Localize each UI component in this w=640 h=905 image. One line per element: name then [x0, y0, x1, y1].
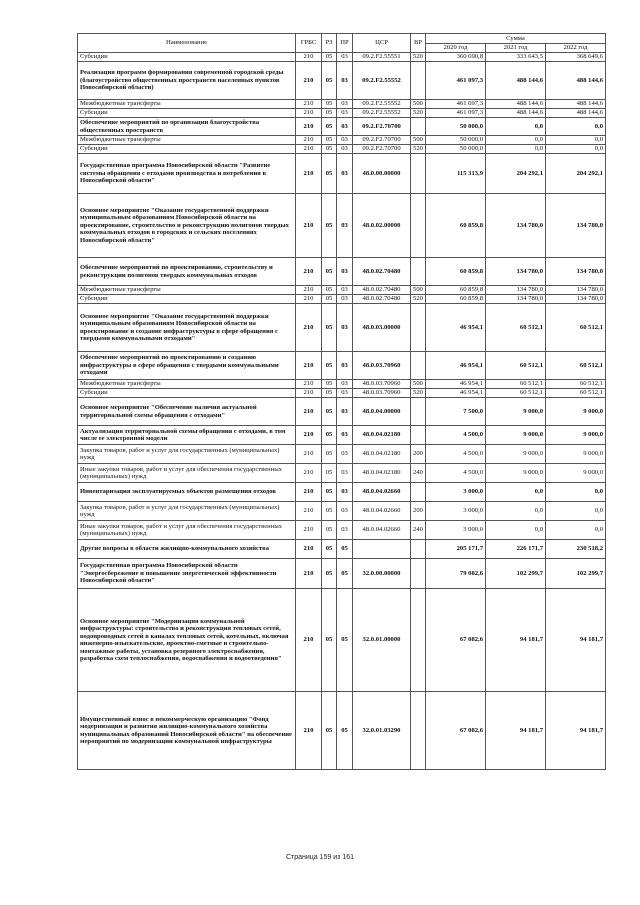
cell-csr: 09.2.F2.55552 — [353, 62, 411, 100]
cell-vr — [411, 154, 426, 194]
cell-2020: 461 097,3 — [426, 109, 486, 118]
cell-csr: 48.0.02.00000 — [353, 194, 411, 258]
cell-grbs: 210 — [296, 445, 322, 464]
cell-rz: 05 — [322, 100, 337, 109]
cell-vr — [411, 540, 426, 559]
cell-pr: 03 — [337, 426, 353, 445]
cell-2020: 461 097,3 — [426, 62, 486, 100]
cell-vr: 520 — [411, 389, 426, 398]
cell-rz: 05 — [322, 398, 337, 426]
cell-2020: 60 859,8 — [426, 295, 486, 304]
cell-csr: 48.0.02.70480 — [353, 258, 411, 286]
cell-2021: 0,0 — [486, 136, 546, 145]
cell-2022: 9 000,0 — [546, 398, 606, 426]
cell-rz: 05 — [322, 118, 337, 136]
cell-2020: 50 000,0 — [426, 136, 486, 145]
cell-grbs: 210 — [296, 194, 322, 258]
cell-rz: 05 — [322, 502, 337, 521]
cell-pr: 03 — [337, 258, 353, 286]
header-pr: ПР — [337, 34, 353, 53]
cell-2020: 7 500,0 — [426, 398, 486, 426]
cell-2021: 204 292,1 — [486, 154, 546, 194]
cell-rz: 05 — [322, 194, 337, 258]
cell-rz: 05 — [322, 426, 337, 445]
cell-vr: 520 — [411, 145, 426, 154]
cell-name: Актуализация территориальной схемы обращения с отходами, в том числе ее электронной модели — [78, 426, 296, 445]
cell-pr: 03 — [337, 352, 353, 380]
table-row — [78, 118, 606, 136]
cell-pr: 03 — [337, 109, 353, 118]
budget-table — [77, 33, 606, 770]
cell-vr: 520 — [411, 109, 426, 118]
cell-rz: 05 — [322, 389, 337, 398]
cell-csr: 09.2.F2.70700 — [353, 145, 411, 154]
cell-csr: 48.0.02.70480 — [353, 286, 411, 295]
cell-pr: 05 — [337, 540, 353, 559]
cell-2021: 488 144,6 — [486, 109, 546, 118]
cell-pr: 03 — [337, 53, 353, 62]
cell-pr: 03 — [337, 304, 353, 352]
cell-rz: 05 — [322, 521, 337, 540]
cell-csr: 09.2.F2.55552 — [353, 100, 411, 109]
cell-vr: 240 — [411, 521, 426, 540]
cell-2021: 60 512,1 — [486, 389, 546, 398]
cell-2020: 205 171,7 — [426, 540, 486, 559]
cell-2020: 461 097,3 — [426, 100, 486, 109]
cell-pr: 03 — [337, 398, 353, 426]
cell-grbs: 210 — [296, 464, 322, 483]
cell-csr: 48.0.04.02660 — [353, 521, 411, 540]
cell-2022: 102 299,7 — [546, 559, 606, 589]
cell-pr: 03 — [337, 145, 353, 154]
cell-pr: 03 — [337, 483, 353, 502]
cell-pr: 03 — [337, 136, 353, 145]
cell-2022: 9 000,0 — [546, 445, 606, 464]
table-row — [78, 483, 606, 502]
cell-2022: 60 512,1 — [546, 380, 606, 389]
cell-grbs: 210 — [296, 295, 322, 304]
cell-grbs: 210 — [296, 483, 322, 502]
cell-grbs: 210 — [296, 154, 322, 194]
cell-grbs: 210 — [296, 502, 322, 521]
header-year-2020: 2020 год — [426, 44, 486, 53]
cell-pr: 03 — [337, 154, 353, 194]
cell-pr: 03 — [337, 194, 353, 258]
cell-vr: 200 — [411, 502, 426, 521]
table-row — [78, 258, 606, 286]
header-csr: ЦСР — [353, 34, 411, 53]
table-body — [78, 53, 606, 770]
cell-name: Субсидии — [78, 389, 296, 398]
cell-2020: 46 954,1 — [426, 380, 486, 389]
table-row — [78, 295, 606, 304]
cell-rz: 05 — [322, 464, 337, 483]
table-row — [78, 53, 606, 62]
cell-vr — [411, 398, 426, 426]
table-row — [78, 304, 606, 352]
table-row — [78, 540, 606, 559]
cell-grbs: 210 — [296, 136, 322, 145]
cell-vr — [411, 352, 426, 380]
cell-csr: 48.0.03.00000 — [353, 304, 411, 352]
cell-rz: 05 — [322, 352, 337, 380]
cell-2020: 4 500,0 — [426, 426, 486, 445]
cell-rz: 05 — [322, 445, 337, 464]
cell-2022: 60 512,1 — [546, 304, 606, 352]
table-row — [78, 464, 606, 483]
cell-rz: 05 — [322, 145, 337, 154]
cell-name: Основное мероприятие "Оказание государственной поддержки муниципальным образованиям Новосибирской области на проектирование и создание инфраструктуры в сфере обращения с твердыми коммунальными отходами" — [78, 304, 296, 352]
table-row — [78, 398, 606, 426]
cell-2021: 9 000,0 — [486, 398, 546, 426]
cell-2022: 94 181,7 — [546, 692, 606, 770]
cell-2021: 0,0 — [486, 145, 546, 154]
table-row — [78, 445, 606, 464]
cell-rz: 05 — [322, 286, 337, 295]
cell-vr — [411, 194, 426, 258]
cell-pr: 03 — [337, 502, 353, 521]
cell-2022: 9 000,0 — [546, 464, 606, 483]
cell-csr: 48.0.04.02180 — [353, 426, 411, 445]
cell-rz: 05 — [322, 62, 337, 100]
cell-name: Межбюджетные трансферты — [78, 380, 296, 389]
cell-2020: 46 954,1 — [426, 352, 486, 380]
cell-2021: 134 780,0 — [486, 194, 546, 258]
cell-pr: 03 — [337, 389, 353, 398]
table-row — [78, 380, 606, 389]
cell-pr: 03 — [337, 521, 353, 540]
cell-2022: 368 649,6 — [546, 53, 606, 62]
cell-pr: 03 — [337, 295, 353, 304]
cell-2020: 360 690,8 — [426, 53, 486, 62]
cell-name: Иные закупки товаров, работ и услуг для обеспечения государственных (муниципальных) нужд — [78, 521, 296, 540]
cell-2020: 4 500,0 — [426, 445, 486, 464]
cell-2021: 488 144,6 — [486, 62, 546, 100]
table-row — [78, 136, 606, 145]
cell-grbs: 210 — [296, 304, 322, 352]
cell-2021: 0,0 — [486, 502, 546, 521]
cell-2022: 488 144,6 — [546, 109, 606, 118]
cell-2020: 3 000,0 — [426, 502, 486, 521]
cell-pr: 03 — [337, 464, 353, 483]
header-year-2021: 2021 год — [486, 44, 546, 53]
table-row — [78, 502, 606, 521]
cell-csr: 48.0.03.70960 — [353, 352, 411, 380]
cell-rz: 05 — [322, 559, 337, 589]
cell-2020: 67 082,6 — [426, 692, 486, 770]
cell-rz: 05 — [322, 380, 337, 389]
table-header — [78, 34, 606, 53]
cell-name: Обеспечение мероприятий по организации благоустройства общественных пространств — [78, 118, 296, 136]
cell-grbs: 210 — [296, 589, 322, 692]
cell-name: Реализация программ формирования современной городской среды (благоустройство общественных пространств населенных пунктов Новосибирской области) — [78, 62, 296, 100]
cell-csr: 09.2.F2.70700 — [353, 118, 411, 136]
cell-vr: 500 — [411, 100, 426, 109]
cell-vr — [411, 589, 426, 692]
cell-grbs: 210 — [296, 109, 322, 118]
cell-grbs: 210 — [296, 62, 322, 100]
cell-2020: 3 000,0 — [426, 483, 486, 502]
cell-pr: 03 — [337, 380, 353, 389]
cell-rz: 05 — [322, 109, 337, 118]
cell-rz: 05 — [322, 295, 337, 304]
cell-2020: 3 000,0 — [426, 521, 486, 540]
cell-2021: 0,0 — [486, 118, 546, 136]
cell-vr: 200 — [411, 445, 426, 464]
cell-csr: 48.0.04.02180 — [353, 445, 411, 464]
cell-rz: 05 — [322, 53, 337, 62]
cell-2022: 134 780,0 — [546, 194, 606, 258]
cell-2020: 46 954,1 — [426, 389, 486, 398]
cell-name: Закупка товаров, работ и услуг для государственных (муниципальных) нужд — [78, 445, 296, 464]
table-row — [78, 154, 606, 194]
cell-2021: 94 181,7 — [486, 589, 546, 692]
cell-name: Другие вопросы в области жилищно-коммунального хозяйства — [78, 540, 296, 559]
cell-name: Основное мероприятие "Оказание государственной поддержки муниципальным образованиям Новосибирской области на проектирование, строительство и реконструкцию полигонов твердых коммунальных отходов в городских и сельских поселениях Новосибирской области" — [78, 194, 296, 258]
cell-2021: 134 780,0 — [486, 258, 546, 286]
page-footer: Страница 159 из 161 — [285, 854, 355, 861]
cell-2022: 134 780,0 — [546, 286, 606, 295]
cell-pr: 03 — [337, 445, 353, 464]
cell-vr — [411, 692, 426, 770]
cell-rz: 05 — [322, 589, 337, 692]
cell-grbs: 210 — [296, 398, 322, 426]
cell-grbs: 210 — [296, 53, 322, 62]
cell-name: Закупка товаров, работ и услуг для государственных (муниципальных) нужд — [78, 502, 296, 521]
cell-pr: 05 — [337, 559, 353, 589]
cell-2022: 0,0 — [546, 136, 606, 145]
cell-csr: 48.0.04.00000 — [353, 398, 411, 426]
cell-name: Обеспечение мероприятий по проектированию и созданию инфраструктуры в сфере обращения с твердыми коммунальными отходами — [78, 352, 296, 380]
cell-2022: 488 144,6 — [546, 100, 606, 109]
cell-name: Субсидии — [78, 109, 296, 118]
cell-name: Государственная программа Новосибирской области "Энергосбережение и повышение энергетической эффективности Новосибирской области" — [78, 559, 296, 589]
cell-csr: 09.2.F2.55551 — [353, 53, 411, 62]
cell-vr: 520 — [411, 295, 426, 304]
cell-2022: 0,0 — [546, 502, 606, 521]
cell-2021: 0,0 — [486, 521, 546, 540]
cell-rz: 05 — [322, 258, 337, 286]
table-row — [78, 692, 606, 770]
table-row — [78, 389, 606, 398]
table-row — [78, 100, 606, 109]
cell-2020: 60 859,8 — [426, 194, 486, 258]
cell-2022: 0,0 — [546, 145, 606, 154]
cell-grbs: 210 — [296, 286, 322, 295]
cell-2021: 488 144,6 — [486, 100, 546, 109]
table-row — [78, 286, 606, 295]
cell-grbs: 210 — [296, 258, 322, 286]
cell-2022: 488 144,6 — [546, 62, 606, 100]
cell-grbs: 210 — [296, 118, 322, 136]
cell-rz: 05 — [322, 483, 337, 502]
cell-2020: 60 859,8 — [426, 258, 486, 286]
cell-rz: 05 — [322, 692, 337, 770]
cell-csr: 48.0.02.70480 — [353, 295, 411, 304]
cell-pr: 03 — [337, 100, 353, 109]
cell-2021: 134 780,0 — [486, 286, 546, 295]
cell-2021: 102 299,7 — [486, 559, 546, 589]
cell-2022: 134 780,0 — [546, 258, 606, 286]
cell-vr — [411, 304, 426, 352]
cell-vr — [411, 559, 426, 589]
table-row — [78, 145, 606, 154]
cell-vr — [411, 426, 426, 445]
cell-csr: 32.0.00.00000 — [353, 559, 411, 589]
table-row — [78, 559, 606, 589]
cell-name: Государственная программа Новосибирской области "Развитие системы обращения с отходами производства и потребления в Новосибирской области" — [78, 154, 296, 194]
cell-2020: 46 954,1 — [426, 304, 486, 352]
cell-rz: 05 — [322, 154, 337, 194]
cell-csr: 48.0.04.02660 — [353, 502, 411, 521]
cell-name: Основное мероприятие "Модернизация коммунальной инфраструктуры: строительство и реконструкция тепловых сетей, водопроводных сетей в каналах тепловых сетей, котельных, включая инженерно-изыскательские, проектно-сметные и строительно-монтажные работы, установка резервного электроснабжения, разработка схем теплоснабжения, водоснабжения и водоотведения" — [78, 589, 296, 692]
cell-2022: 134 780,0 — [546, 295, 606, 304]
header-year-2022: 2022 год — [546, 44, 606, 53]
cell-grbs: 210 — [296, 380, 322, 389]
cell-2021: 9 000,0 — [486, 445, 546, 464]
cell-vr — [411, 118, 426, 136]
cell-2021: 0,0 — [486, 483, 546, 502]
cell-2022: 94 181,7 — [546, 589, 606, 692]
cell-2022: 0,0 — [546, 118, 606, 136]
cell-csr: 48.0.04.02180 — [353, 464, 411, 483]
cell-pr: 05 — [337, 589, 353, 692]
header-name: Наименование — [78, 34, 296, 53]
cell-pr: 05 — [337, 692, 353, 770]
cell-2022: 0,0 — [546, 483, 606, 502]
table-row — [78, 62, 606, 100]
cell-2021: 94 181,7 — [486, 692, 546, 770]
cell-2020: 50 000,0 — [426, 118, 486, 136]
cell-csr — [353, 540, 411, 559]
cell-csr: 09.2.F2.70700 — [353, 136, 411, 145]
cell-2022: 9 000,0 — [546, 426, 606, 445]
cell-2020: 67 082,6 — [426, 589, 486, 692]
header-vr: ВР — [411, 34, 426, 53]
cell-name: Обеспечение мероприятий по проектированию, строительству и реконструкции полигонов твердых коммунальных отходов — [78, 258, 296, 286]
cell-csr: 32.0.01.03290 — [353, 692, 411, 770]
table-row — [78, 589, 606, 692]
table-row — [78, 109, 606, 118]
cell-grbs: 210 — [296, 352, 322, 380]
cell-2022: 230 518,2 — [546, 540, 606, 559]
cell-name: Инвентаризация эксплуатируемых объектов размещения отходов — [78, 483, 296, 502]
cell-name: Субсидии — [78, 53, 296, 62]
cell-2021: 60 512,1 — [486, 352, 546, 380]
header-grbs: ГРБС — [296, 34, 322, 53]
cell-rz: 05 — [322, 540, 337, 559]
cell-2020: 60 859,8 — [426, 286, 486, 295]
cell-2020: 79 082,6 — [426, 559, 486, 589]
cell-csr: 48.0.04.02660 — [353, 483, 411, 502]
cell-grbs: 210 — [296, 100, 322, 109]
cell-csr: 48.0.03.70960 — [353, 389, 411, 398]
cell-name: Субсидии — [78, 145, 296, 154]
table-row — [78, 194, 606, 258]
cell-2021: 9 000,0 — [486, 426, 546, 445]
cell-grbs: 210 — [296, 389, 322, 398]
cell-vr — [411, 62, 426, 100]
cell-pr: 03 — [337, 62, 353, 100]
cell-2021: 134 780,0 — [486, 295, 546, 304]
cell-vr: 500 — [411, 136, 426, 145]
table-row — [78, 521, 606, 540]
header-rz: РЗ — [322, 34, 337, 53]
cell-grbs: 210 — [296, 540, 322, 559]
table-row — [78, 426, 606, 445]
cell-2020: 50 000,0 — [426, 145, 486, 154]
cell-name: Имущественный взнос в некоммерческую организацию "Фонд модернизации и развития жилищно-коммунального хозяйства муниципальных образований Новосибирской области" на обеспечение мероприятий по модернизации коммунальной инфраструктуры — [78, 692, 296, 770]
header-sum: Сумма — [426, 34, 606, 44]
cell-vr: 500 — [411, 380, 426, 389]
cell-vr — [411, 258, 426, 286]
cell-grbs: 210 — [296, 145, 322, 154]
cell-name: Межбюджетные трансферты — [78, 100, 296, 109]
cell-name: Межбюджетные трансферты — [78, 286, 296, 295]
cell-2020: 115 313,9 — [426, 154, 486, 194]
cell-2021: 60 512,1 — [486, 304, 546, 352]
cell-vr: 500 — [411, 286, 426, 295]
cell-grbs: 210 — [296, 521, 322, 540]
cell-grbs: 210 — [296, 559, 322, 589]
cell-vr — [411, 483, 426, 502]
cell-csr: 09.2.F2.55552 — [353, 109, 411, 118]
cell-name: Основное мероприятие "Обеспечение наличия актуальной территориальной схемы обращения с отходами" — [78, 398, 296, 426]
cell-2021: 60 512,1 — [486, 380, 546, 389]
cell-csr: 32.0.01.00000 — [353, 589, 411, 692]
cell-csr: 48.0.03.70960 — [353, 380, 411, 389]
cell-2021: 9 000,0 — [486, 464, 546, 483]
cell-2020: 4 500,0 — [426, 464, 486, 483]
cell-name: Межбюджетные трансферты — [78, 136, 296, 145]
cell-name: Субсидии — [78, 295, 296, 304]
cell-grbs: 210 — [296, 692, 322, 770]
cell-rz: 05 — [322, 304, 337, 352]
cell-vr: 520 — [411, 53, 426, 62]
cell-2021: 333 643,5 — [486, 53, 546, 62]
cell-vr: 240 — [411, 464, 426, 483]
cell-2022: 60 512,1 — [546, 352, 606, 380]
cell-csr: 48.0.00.00000 — [353, 154, 411, 194]
cell-2022: 0,0 — [546, 521, 606, 540]
cell-2022: 204 292,1 — [546, 154, 606, 194]
cell-2021: 226 171,7 — [486, 540, 546, 559]
cell-pr: 03 — [337, 286, 353, 295]
cell-pr: 03 — [337, 118, 353, 136]
cell-grbs: 210 — [296, 426, 322, 445]
cell-name: Иные закупки товаров, работ и услуг для обеспечения государственных (муниципальных) нужд — [78, 464, 296, 483]
cell-2022: 60 512,1 — [546, 389, 606, 398]
cell-rz: 05 — [322, 136, 337, 145]
table-row — [78, 352, 606, 380]
